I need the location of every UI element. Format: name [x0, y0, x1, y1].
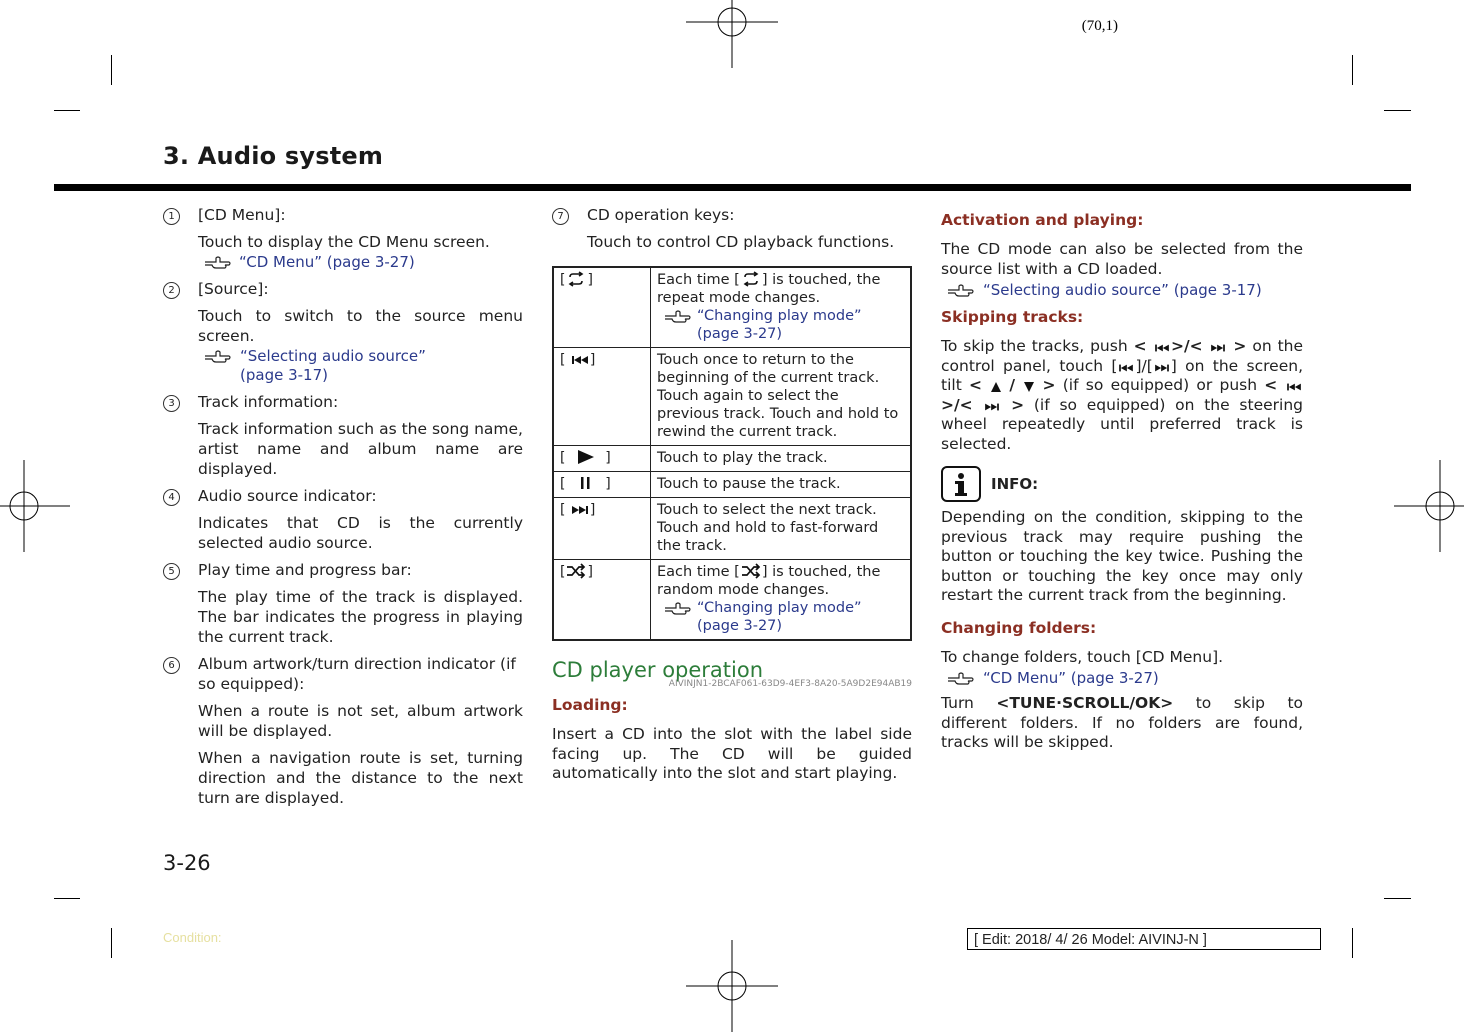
table-row	[553, 560, 911, 641]
table-row	[553, 446, 911, 472]
pointing-hand-icon	[946, 281, 976, 299]
key-cell: [ ]	[553, 446, 651, 472]
next-track-icon	[570, 503, 590, 517]
skipping-body: To skip the tracks, push < >/< > on the control panel, touch [ ]/[ ] on the screen, tilt < / > (if so equipped) or push < >/< > (if so equipped) on the steering wheel repeatedly until preferred track is selected.	[941, 337, 1304, 453]
page-code: (70,1)	[1081, 18, 1118, 34]
pointing-hand-icon	[663, 307, 693, 325]
item-heading: Album artwork/turn direction indicator (if so equipped):	[198, 655, 516, 693]
item-description: Touch to control CD playback functions.	[587, 233, 895, 251]
skipping-heading: Skipping tracks:	[941, 308, 1084, 326]
registration-mark-bottom	[686, 940, 778, 1032]
previous-track-icon	[1153, 342, 1171, 354]
registration-mark-left	[0, 460, 70, 552]
tune-body: Turn <TUNE·SCROLL/OK> to skip to different folders. If no folders are found, tracks will be skipped.	[941, 694, 1304, 751]
cross-reference-link[interactable]: “CD Menu” (page 3-27)	[941, 669, 1303, 688]
key-description-cell: Each time [ ] is touched, the repeat mode changes. “Changing play mode” (page 3-27)	[651, 267, 912, 348]
pointing-hand-icon	[663, 599, 693, 617]
list-item	[163, 392, 523, 479]
next-track-icon	[983, 401, 1001, 413]
item-heading: Audio source indicator:	[198, 487, 377, 505]
item-description: Touch to display the CD Menu screen.	[198, 233, 490, 251]
shuffle-icon	[740, 563, 762, 579]
item-description: Indicates that CD is the currently selected audio source.	[198, 514, 523, 552]
table-row	[553, 472, 911, 498]
previous-track-icon	[1117, 362, 1135, 374]
next-track-icon	[1153, 362, 1171, 374]
repeat-icon	[740, 271, 762, 287]
item-heading: CD operation keys:	[587, 206, 735, 224]
cross-reference-link[interactable]: “Selecting audio source” (page 3-17)	[941, 281, 1303, 300]
list-item	[552, 205, 912, 252]
pointing-hand-icon	[203, 253, 233, 271]
pause-icon	[574, 475, 596, 491]
info-note	[941, 466, 1303, 502]
condition-label: Condition:	[163, 930, 222, 945]
table-row	[553, 348, 911, 446]
cross-reference-link[interactable]: “Changing play mode” (page 3-27)	[657, 307, 905, 343]
item-description: The play time of the track is displayed. The bar indicates the progress in playing the current track.	[198, 588, 523, 646]
column-middle	[552, 205, 912, 796]
next-track-icon	[1209, 342, 1227, 354]
key-description-cell: Touch to play the track.	[651, 446, 912, 472]
list-item	[163, 279, 523, 385]
key-description-cell: Touch to select the next track. Touch and hold to fast-forward the track.	[651, 498, 912, 560]
key-cell: [ ]	[553, 267, 651, 348]
info-body: Depending on the condition, skipping to the previous track may require pushing the button or touching the key twice. Pushing the button or touching the key once may only restart the current track from the beginning.	[941, 508, 1303, 604]
item-description: Touch to switch to the source menu screen.	[198, 307, 523, 345]
key-cell: [ ]	[553, 348, 651, 446]
table-row	[553, 267, 911, 348]
column-left	[163, 205, 523, 815]
item-heading: [Source]:	[198, 280, 269, 298]
item-number: 7	[552, 208, 569, 225]
edit-info-box: [ Edit: 2018/ 4/ 26 Model: AIVINJ-N ]	[967, 928, 1321, 950]
list-item	[163, 654, 523, 808]
loading-body: Insert a CD into the slot with the label side facing up. The CD will be guided automatically into the slot and start playing.	[552, 725, 912, 782]
cross-reference-link[interactable]: “CD Menu” (page 3-27)	[198, 253, 523, 272]
cross-reference-link[interactable]: “Selecting audio source” (page 3-17)	[198, 347, 470, 385]
list-item	[163, 560, 523, 647]
item-number: 2	[163, 282, 180, 299]
section-title: 3. Audio system	[163, 142, 384, 170]
info-icon	[941, 466, 981, 502]
item-description: When a route is not set, album artwork will be displayed.	[198, 702, 523, 740]
section-heading: CD player operation AIVINJN1-2BCAF061-63D9-4EF3-8A20-5A9D2E94AB19	[552, 657, 912, 683]
registration-mark-top	[686, 0, 778, 68]
page-number: 3-26	[163, 851, 211, 875]
repeat-icon	[565, 271, 587, 287]
item-heading: [CD Menu]:	[198, 206, 286, 224]
key-description-cell: Touch to pause the track.	[651, 472, 912, 498]
key-cell: [ ]	[553, 560, 651, 641]
folders-body: To change folders, touch [CD Menu].	[941, 647, 1224, 666]
section-id: AIVINJN1-2BCAF061-63D9-4EF3-8A20-5A9D2E94AB19	[668, 679, 912, 689]
info-label: INFO:	[991, 475, 1039, 493]
item-number: 1	[163, 208, 180, 225]
key-cell: [ ]	[553, 472, 651, 498]
up-arrow-icon	[990, 381, 1002, 393]
down-arrow-icon	[1023, 381, 1035, 393]
activation-heading: Activation and playing:	[941, 211, 1144, 229]
list-item	[163, 205, 523, 272]
column-right	[941, 205, 1303, 765]
item-description: Track information such as the song name, artist name and album name are displayed.	[198, 420, 523, 478]
pointing-hand-icon	[946, 669, 976, 687]
item-number: 5	[163, 563, 180, 580]
key-description-cell: Each time [ ] is touched, the random mode changes. “Changing play mode” (page 3-27)	[651, 560, 912, 641]
cd-operation-keys-table	[552, 266, 912, 641]
key-description-cell: Touch once to return to the beginning of the current track. Touch again to select the previous track. Touch and hold to rewind the current track.	[651, 348, 912, 446]
item-heading: Track information:	[198, 393, 339, 411]
play-icon	[574, 449, 596, 465]
cross-reference-link[interactable]: “Changing play mode” (page 3-27)	[657, 599, 905, 635]
item-heading: Play time and progress bar:	[198, 561, 412, 579]
item-description-2: When a navigation route is set, turning direction and the distance to the next turn are displayed.	[198, 749, 523, 807]
loading-heading: Loading:	[552, 696, 628, 714]
section-rule	[54, 184, 1411, 191]
folders-heading: Changing folders:	[941, 618, 1097, 637]
pointing-hand-icon	[203, 347, 233, 365]
list-item	[163, 486, 523, 553]
registration-mark-right	[1394, 460, 1464, 552]
table-row	[553, 498, 911, 560]
previous-track-icon	[1285, 381, 1303, 393]
item-number: 4	[163, 489, 180, 506]
activation-body: The CD mode can also be selected from the source list with a CD loaded.	[941, 240, 1303, 278]
item-number: 6	[163, 657, 180, 674]
key-cell: [ ]	[553, 498, 651, 560]
shuffle-icon	[565, 563, 587, 579]
previous-track-icon	[570, 353, 590, 367]
item-number: 3	[163, 395, 180, 412]
